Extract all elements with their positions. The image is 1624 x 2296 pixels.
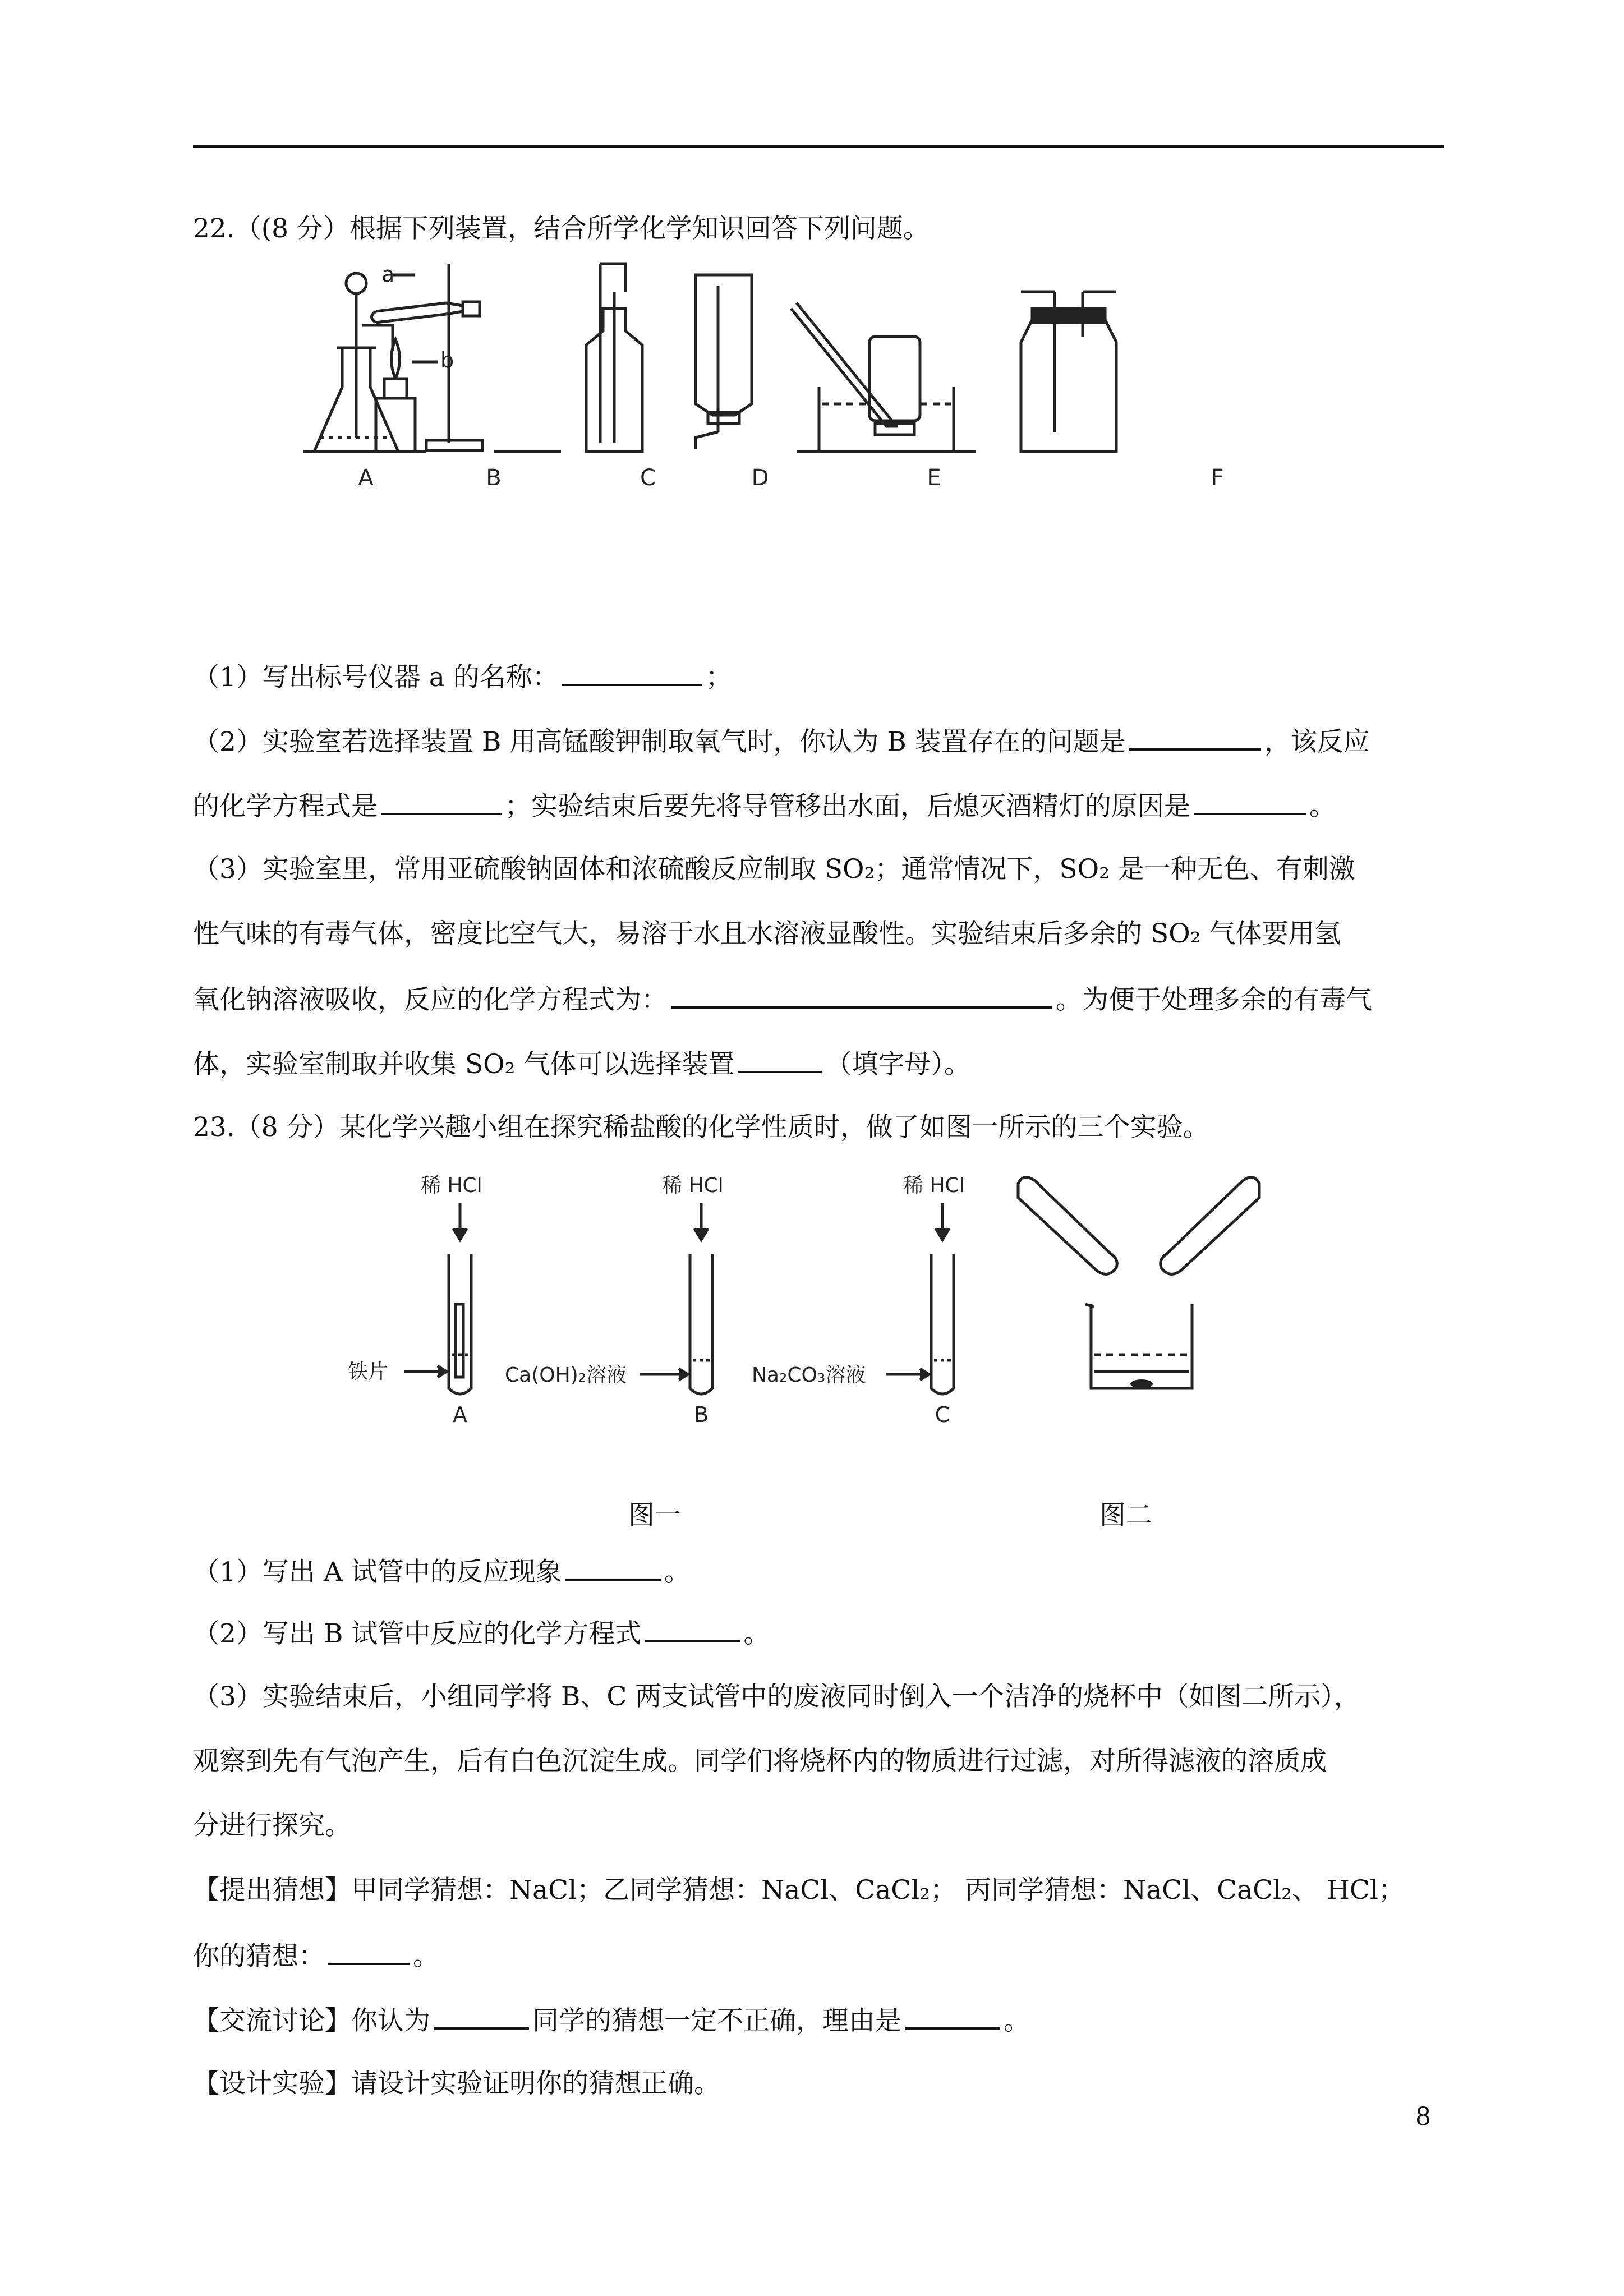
- tube-label-a: A: [453, 1402, 467, 1427]
- q23-guess-blank[interactable]: [328, 1938, 410, 1965]
- test-tube-b: [690, 1254, 712, 1394]
- test-tube-c: [931, 1254, 954, 1394]
- tube-label-b: B: [693, 1402, 709, 1427]
- apparatus-label-d: D: [751, 465, 769, 491]
- fig2-caption: 图二: [1099, 1500, 1152, 1531]
- reagent-label-a: 稀 HCl: [421, 1174, 482, 1197]
- q23-design: 【设计实验】请设计实验证明你的猜想正确。: [193, 2068, 720, 2099]
- q23-guess-end: 。: [413, 1941, 439, 1972]
- q22-p1-blank[interactable]: [562, 659, 702, 686]
- q22-p3-line1: （3）实验室里，常用亚硫酸钠固体和浓硫酸反应制取 SO₂；通常情况下，SO₂ 是一种无色、有刺激: [193, 854, 1355, 885]
- q22-p3-line2: 性气味的有毒气体，密度比空气大，易溶于水且水溶液显酸性。实验结束后多余的 SO₂ 气体要用氢: [193, 918, 1341, 949]
- apparatus-e: [791, 303, 954, 452]
- q23-guess-line1: 【提出猜想】甲同学猜想：NaCl；乙同学猜想：NaCl、CaCl₂； 丙同学猜想：NaCl、CaCl₂、 HCl；: [193, 1875, 1405, 1906]
- q23-guess-text: 你的猜想：: [193, 1941, 325, 1972]
- q23-p3-line1: （3）实验结束后，小组同学将 B、C 两支试管中的废液同时倒入一个洁净的烧杯中（如图二所示），: [193, 1681, 1360, 1712]
- q22-p2-text-c: 的化学方程式是: [193, 791, 378, 822]
- q22-title: 22.（(8 分）根据下列装置，结合所学化学知识回答下列问题。: [193, 213, 930, 244]
- q22-p2-line2: [193, 788, 1336, 823]
- side-label-na2co3: Na₂CO₃溶液: [752, 1364, 866, 1387]
- q23-figure-one: [348, 1170, 1021, 1428]
- q22-p3-text-a: 氧化钠溶液吸收，反应的化学方程式为：: [193, 984, 668, 1015]
- header-rule: [193, 145, 1444, 148]
- q22-p2-line1: [193, 724, 1370, 759]
- q23-p2: [193, 1616, 770, 1651]
- tube-label-c: C: [935, 1402, 950, 1427]
- q22-p3-text-c: 体，实验室制取并收集 SO₂ 气体可以选择装置: [193, 1049, 735, 1080]
- mark-a: a: [381, 262, 395, 287]
- q22-p3-line3: [193, 982, 1372, 1017]
- q22-p2-text-e: 。: [1309, 791, 1336, 822]
- q23-discuss-text-b: 同学的猜想一定不正确，理由是: [532, 2005, 901, 2036]
- side-label-caoh2: Ca(OH)₂溶液: [505, 1364, 627, 1387]
- q23-discuss-text-a: 【交流讨论】你认为: [193, 2005, 430, 2036]
- test-tube-a: [449, 1254, 471, 1394]
- q23-discuss: [193, 2003, 1030, 2038]
- q23-p2-blank[interactable]: [645, 1616, 740, 1642]
- q23-discuss-text-c: 。: [1004, 2005, 1030, 2036]
- q22-p2-text-d: ；实验结束后要先将导管移出水面，后熄灭酒精灯的原因是: [505, 791, 1190, 822]
- q22-p3-text-b: 。为便于处理多余的有毒气: [1056, 984, 1372, 1015]
- mark-b: b: [440, 348, 454, 372]
- q23-discuss-blank2[interactable]: [905, 2003, 1000, 2030]
- q23-p3-line3: 分进行探究。: [193, 1810, 351, 1841]
- q22-p1: [193, 659, 732, 694]
- q23-discuss-blank1[interactable]: [434, 2003, 529, 2030]
- q23-p1-end: 。: [664, 1557, 691, 1588]
- reagent-label-c: 稀 HCl: [903, 1174, 965, 1197]
- q22-p2-blank1[interactable]: [1129, 724, 1261, 751]
- side-label-iron: 铁片: [348, 1360, 389, 1383]
- q23-p2-text: （2）写出 B 试管中反应的化学方程式: [193, 1618, 642, 1649]
- apparatus-b: [372, 264, 483, 452]
- apparatus-d: [696, 275, 752, 449]
- q23-figure-two: [1013, 1175, 1265, 1400]
- q22-p3-text-d: （填字母）。: [825, 1049, 970, 1080]
- q22-apparatus-figure: [303, 258, 1290, 505]
- apparatus-label-c: C: [640, 465, 656, 491]
- reagent-label-b: 稀 HCl: [662, 1174, 724, 1197]
- apparatus-label-f: F: [1211, 465, 1224, 491]
- q23-guess-line2: [193, 1938, 439, 1973]
- apparatus-a: [314, 273, 398, 452]
- q23-title: 23.（8 分）某化学兴趣小组在探究稀盐酸的化学性质时，做了如图一所示的三个实验。: [193, 1112, 1209, 1143]
- q23-p1: [193, 1554, 691, 1589]
- q23-p1-text: （1）写出 A 试管中的反应现象: [193, 1557, 562, 1588]
- apparatus-label-a: A: [358, 465, 374, 491]
- q22-p1-end: ；: [705, 662, 732, 693]
- page-number: 8: [1415, 2102, 1431, 2131]
- apparatus-f: [1021, 292, 1116, 452]
- apparatus-c: [586, 264, 642, 452]
- q22-p3-line4: [193, 1046, 970, 1082]
- q23-p2-end: 。: [743, 1618, 770, 1649]
- q22-p3-blank2[interactable]: [738, 1046, 822, 1073]
- q22-p3-blank1[interactable]: [671, 982, 1052, 1009]
- apparatus-label-b: B: [486, 465, 502, 491]
- q22-p2-text-a: （2）实验室若选择装置 B 用高锰酸钾制取氧气时，你认为 B 装置存在的问题是: [193, 726, 1126, 757]
- apparatus-label-e: E: [927, 465, 941, 491]
- q23-p3-line2: 观察到先有气泡产生，后有白色沉淀生成。同学们将烧杯内的物质进行过滤，对所得滤液的溶质成: [193, 1746, 1327, 1777]
- q22-p2-text-b: ，该反应: [1264, 726, 1370, 757]
- fig1-caption: 图一: [628, 1500, 681, 1531]
- q23-p1-blank[interactable]: [565, 1554, 661, 1581]
- q22-p2-blank2[interactable]: [381, 788, 502, 815]
- q22-p2-blank3[interactable]: [1194, 788, 1306, 815]
- q22-p1-text: （1）写出标号仪器 a 的名称：: [193, 662, 559, 693]
